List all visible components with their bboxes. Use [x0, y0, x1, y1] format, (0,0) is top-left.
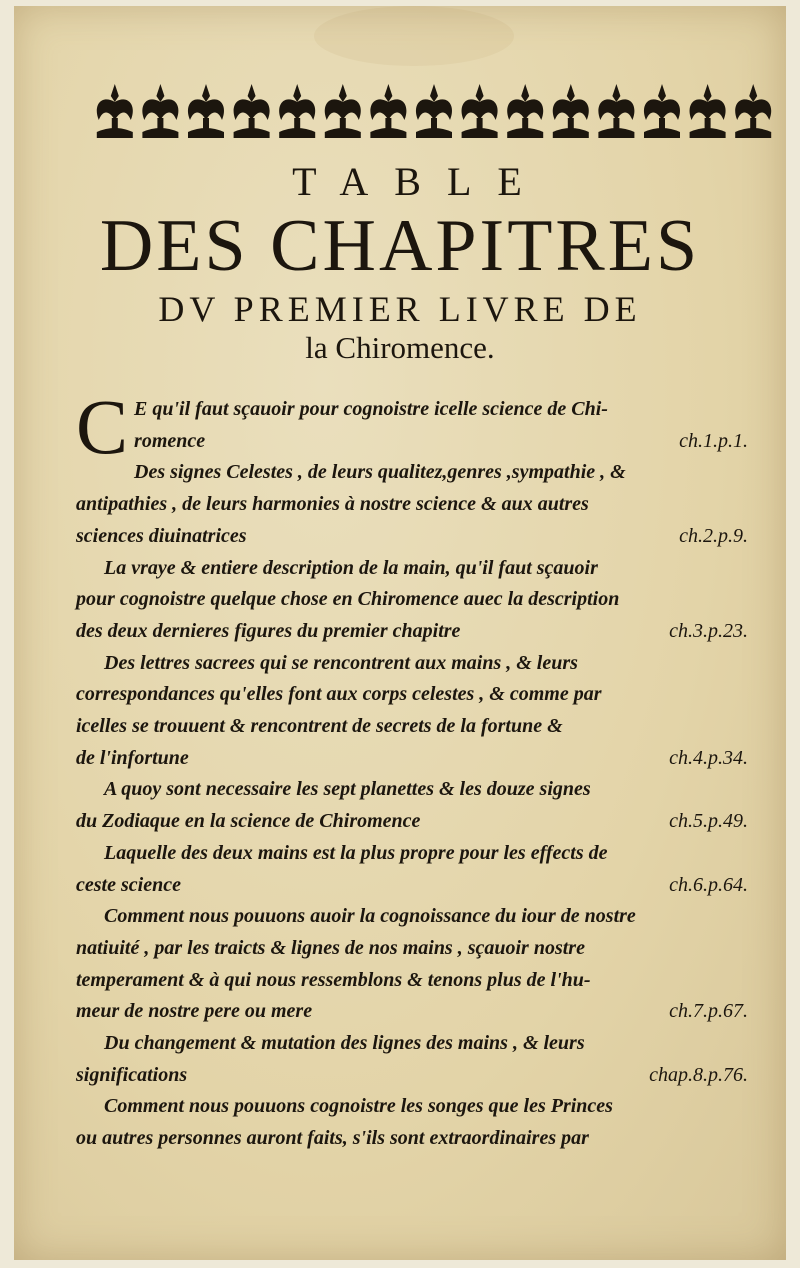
chapter-page-reference: ch.4.p.34. — [669, 746, 748, 769]
entry-line: A quoy sont necessaire les sept planettes & les douze signes — [104, 778, 591, 801]
title-line-2: DES CHAPITRES — [99, 205, 701, 287]
entry-last-line — [76, 521, 752, 553]
chapter-entry — [76, 553, 752, 648]
title-line-1: TABLE — [292, 159, 548, 204]
chapter-page-reference: ch.2.p.9. — [679, 524, 748, 547]
fleuron-icon — [234, 84, 270, 138]
book-page — [14, 6, 786, 1260]
entry-text: ceste science — [76, 873, 181, 896]
fleuron-icon — [553, 84, 589, 138]
entry-text: romence — [134, 429, 206, 452]
entry-line: Comment nous pouuons auoir la cognoissance du iour de nostre — [104, 905, 636, 928]
entry-line: antipathies , de leurs harmonies à nostre science & aux autres — [76, 493, 589, 516]
entry-last-line — [76, 743, 752, 775]
entry-text: des deux dernieres figures du premier chapitre — [76, 619, 461, 642]
fleuron-icon — [370, 84, 406, 138]
chapter-entry — [76, 901, 752, 1028]
entry-last-line — [76, 996, 752, 1028]
entry-text: sciences diuinatrices — [76, 524, 247, 547]
fleuron-icon — [735, 84, 771, 138]
fleuron-icon — [507, 84, 543, 138]
entry-line: Des lettres sacrees qui se rencontrent aux mains , & leurs — [104, 651, 578, 674]
fleuron-icon — [644, 84, 680, 138]
entry-text: meur de nostre pere ou mere — [76, 1000, 313, 1023]
entry-line: La vraye & entiere description de la main, qu'il faut sçauoir — [104, 556, 598, 579]
entry-last-line — [76, 616, 752, 648]
entry-text: significations — [76, 1063, 188, 1086]
chapter-page-reference: chap.8.p.76. — [649, 1063, 748, 1086]
chapter-page-reference: ch.5.p.49. — [669, 810, 748, 833]
fleuron-icon — [279, 84, 315, 138]
entry-text: de l'infortune — [76, 746, 189, 769]
chapter-entry — [76, 383, 752, 470]
title-line-4: la Chiromence. — [305, 330, 495, 365]
entry-line: Du changement & mutation des lignes des mains , & leurs — [104, 1032, 585, 1055]
chapter-page-reference: ch.1.p.1. — [679, 429, 748, 452]
fleuron-icon — [462, 84, 498, 138]
chapter-entry — [76, 838, 752, 901]
fleuron-border-ornament — [92, 80, 776, 142]
paper-stain — [314, 6, 514, 66]
entry-last-line — [76, 1060, 752, 1092]
entry-line: Laquelle des deux mains est la plus propre pour les effects de — [104, 841, 608, 864]
fleuron-icon — [690, 84, 726, 138]
entry-text: du Zodiaque en la science de Chiromence — [76, 810, 421, 833]
entry-line: pour cognoistre quelque chose en Chiromence auec la description — [76, 588, 620, 611]
entry-line: correspondances qu'elles font aux corps celestes , & comme par — [76, 683, 602, 706]
fleuron-icon — [97, 84, 133, 138]
entry-line: icelles se trouuent & rencontrent de secrets de la fortune & — [76, 715, 563, 738]
entry-last-line — [134, 426, 752, 458]
chapter-entry — [76, 648, 752, 775]
entry-line: Des signes Celestes , de leurs qualitez,genres ,sympathie , & — [134, 461, 626, 484]
entry-line: temperament & à qui nous ressemblons & tenons plus de l'hu- — [76, 968, 591, 991]
entry-line: ou autres personnes auront faits, s'ils sont extraordinaires par — [76, 1127, 589, 1150]
entry-last-line — [76, 806, 752, 838]
chapter-list — [76, 383, 752, 1155]
chapter-entry — [76, 457, 752, 552]
chapter-page-reference: ch.3.p.23. — [669, 619, 748, 642]
fleuron-icon — [416, 84, 452, 138]
title-line-3: DV PREMIER LIVRE DE — [158, 289, 642, 329]
entry-line: natiuité , par les traicts & lignes de nos mains , sçauoir nostre — [76, 936, 585, 959]
chapter-page-reference: ch.6.p.64. — [669, 873, 748, 896]
chapter-entry — [76, 1028, 752, 1091]
drop-cap: C — [76, 383, 129, 470]
fleuron-icon — [325, 84, 361, 138]
fleuron-icon — [142, 84, 178, 138]
chapter-entry — [76, 1091, 752, 1154]
entry-line: Comment nous pouuons cognoistre les songes que les Princes — [104, 1095, 613, 1118]
chapter-page-reference: ch.7.p.67. — [669, 1000, 748, 1023]
fleuron-icon — [598, 84, 634, 138]
entry-line: E qu'il faut sçauoir pour cognoistre icelle science de Chi- — [134, 398, 608, 420]
entry-last-line — [76, 870, 752, 902]
chapter-entry — [76, 774, 752, 837]
fleuron-icon — [188, 84, 224, 138]
